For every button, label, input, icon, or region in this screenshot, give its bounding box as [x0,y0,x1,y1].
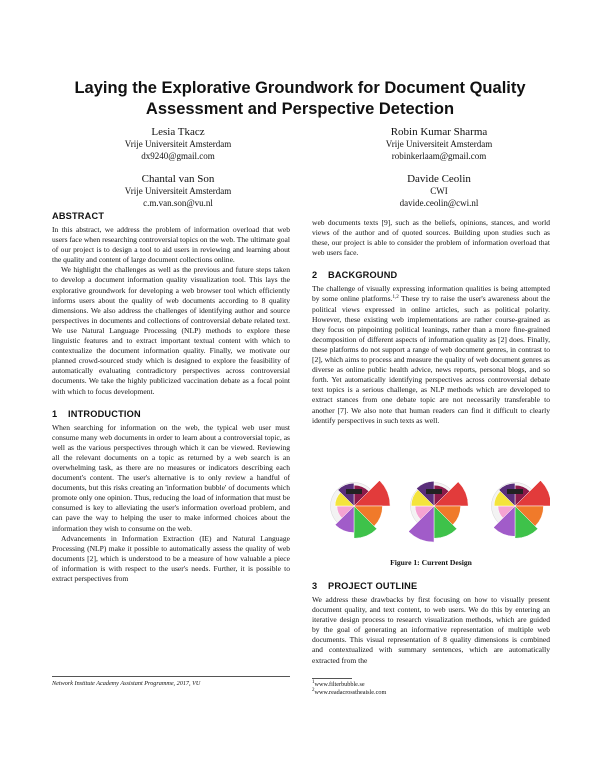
footnote-1: $^1$www.filterbubble.se [312,680,365,688]
author-affiliation: CWI [430,186,448,196]
abstract-heading: ABSTRACT [52,211,105,221]
section-heading-background [312,269,550,281]
author-block [78,125,278,162]
section-title: INTRODUCTION [68,408,141,419]
author-name: Robin Kumar Sharma [390,126,488,138]
rose-label-box [426,489,442,494]
section-title: PROJECT OUTLINE [328,581,418,591]
rose-chart-3 [491,480,550,538]
venue-rule [52,676,290,677]
author-email: c.m.van.son@vu.nl [143,197,213,208]
rose-chart-1 [330,480,390,538]
rose-chart-2 [408,481,468,542]
author-affiliation: Vrije Universiteit Amsterdam [124,186,232,196]
footnote-2-text: www.readacrosstheaisle.com [314,689,387,696]
title-line-1: Laying the Explorative Groundwork for Document Quality [74,79,526,97]
intro-paragraph: Advancements in Information Extraction (IE) and Natural Language Processing (NLP) make it possible to automatically assess the quality of web documents [2], which is understood to be a measure of how valuable a piece of information is with respect to the user's needs. Further, it is possible to extract perspectives from [52,533,290,583]
title-line-2: Assessment and Perspective Detection [145,100,455,118]
footnote-1-text: www.filterbubble.se [314,681,365,688]
rose-label-box [346,489,362,494]
paper-title [40,78,560,120]
figure-caption: Figure 1: Current Design [390,558,472,567]
author-name: Chantal van Son [141,173,215,185]
section-number: 2 [312,270,318,281]
section-heading-project-outline [312,580,550,592]
outline-paragraph: We address these drawbacks by first focusing on how to visually present document quality, and text content, to web users. We do this by entering an iterative design process to research visualization methods, which are guided by the goal of generating an informative representation of multiple web documents. This visual representation of 8 quality dimensions is combined and contextualized with summary sentences, which are automatically extracted from the [312,595,550,665]
author-email: dx9240@gmail.com [141,150,215,161]
section-title: BACKGROUND [328,270,398,281]
section-heading-introduction [52,408,290,420]
author-email: davide.ceolin@cwi.nl [399,197,479,208]
author-affiliation: Vrije Universiteit Amsterdam [124,139,232,149]
author-block [339,125,539,162]
footnote-rule [312,678,352,679]
right-column-lower [312,574,550,666]
author-email: robinkerlaam@gmail.com [391,150,487,161]
left-column [52,210,290,584]
footnotes [312,681,550,697]
background-paragraph [312,284,550,425]
intro-continued-paragraph: web documents texts [9], such as the beliefs, opinions, stances, and world views of the author and of quoted sources. Building upon studies such as these, our project is able to consider the problem of information overload that web users face. [312,218,550,258]
footnote-marker: 1,2 [392,295,399,301]
author-name: Lesia Tkacz [151,126,205,138]
background-text-b: These try to raise the user's awareness about the political views expressed in online articles, such as political polarity. However, these existing web implementations are rather course-grained as they focus on pinpointing political leanings, rather than a more fine-grained decomposition of different aspects of information quality as [2] does. Finally, these platforms do not support a range of web document genres, in contrast to [2], which aims to process and measure the quality of web document genres as diverse as online public health advice, news reports, personal blogs, and so forth. Yet automatically identifying perspectives across controversial debate text topics is a serious challenge, as NLP methods which are developed to extract stances from one debate topic are not necessarily transferable to another [7]. We also note that human readers can find it difficult to clearly identify perspectives in such texts as well. [312,294,551,425]
right-column [312,218,550,426]
intro-paragraph: When searching for information on the web, the typical web user must consume many web documents in order to learn about a controversial topic, as well as the various perspectives through which it can be viewed. Reviewing all the relevant documents on a topic as returned by a web search is an overwhelming task, as there are no measures or indicators describing each document's content. The user's alternative is to only review a handful of documents, but this risks creating an 'information bubble' of documents which promote only one opinion. Thus, reducing the load of information that must be consumed is key to alleviating the user's information overload problem, and can pave the way to helping the user to make informed choices about the information they wish to consume on the web. [52,422,290,533]
author-affiliation: Vrije Universiteit Amsterdam [385,139,493,149]
section-number: 1 [52,408,58,419]
author-name: Davide Ceolin [407,173,471,185]
abstract-paragraph: We highlight the challenges as well as the previous and future steps taken to develop a document information quality visualization tool. This lays the explorative groundwork for developing a web browser tool which efficiently informs users about the quality of web documents according to 8 quality dimensions. We also address the challenges of identifying author and source perspectives in documents and collections of controversial debate related text. We use Natural Language Processing (NLP) methods to explore these linguistic features and to extract important textual content with which to contextualize the document information quality. Finally, we motivate our planned crowd-sourced study which is designed to explore the feasibility of automatically evaluating contradictory perspectives across controversial documents. We take the highly publicized vaccination debate as a focal point with which to focus development. [52,265,290,396]
footnote-2: $^2$www.readacrosstheaisle.com [312,688,387,696]
venue-footer: Network Institute Academy Assistant Programme, 2017, VU [52,680,201,687]
rose-label-box [507,489,523,494]
current-design-figure [312,458,550,554]
background-text-a: The challenge of visually expressing information qualities is being attempted by some online platforms. [312,284,550,304]
author-block [78,172,278,209]
section-number: 3 [312,581,318,591]
abstract-paragraph: In this abstract, we address the problem of information overload that web users face when researching controversial topics on the web. The ultimate goal of our project is to design a tool to aid users in reviewing and learning about the quality and content of large document collections online. [52,225,290,265]
author-block [339,172,539,209]
